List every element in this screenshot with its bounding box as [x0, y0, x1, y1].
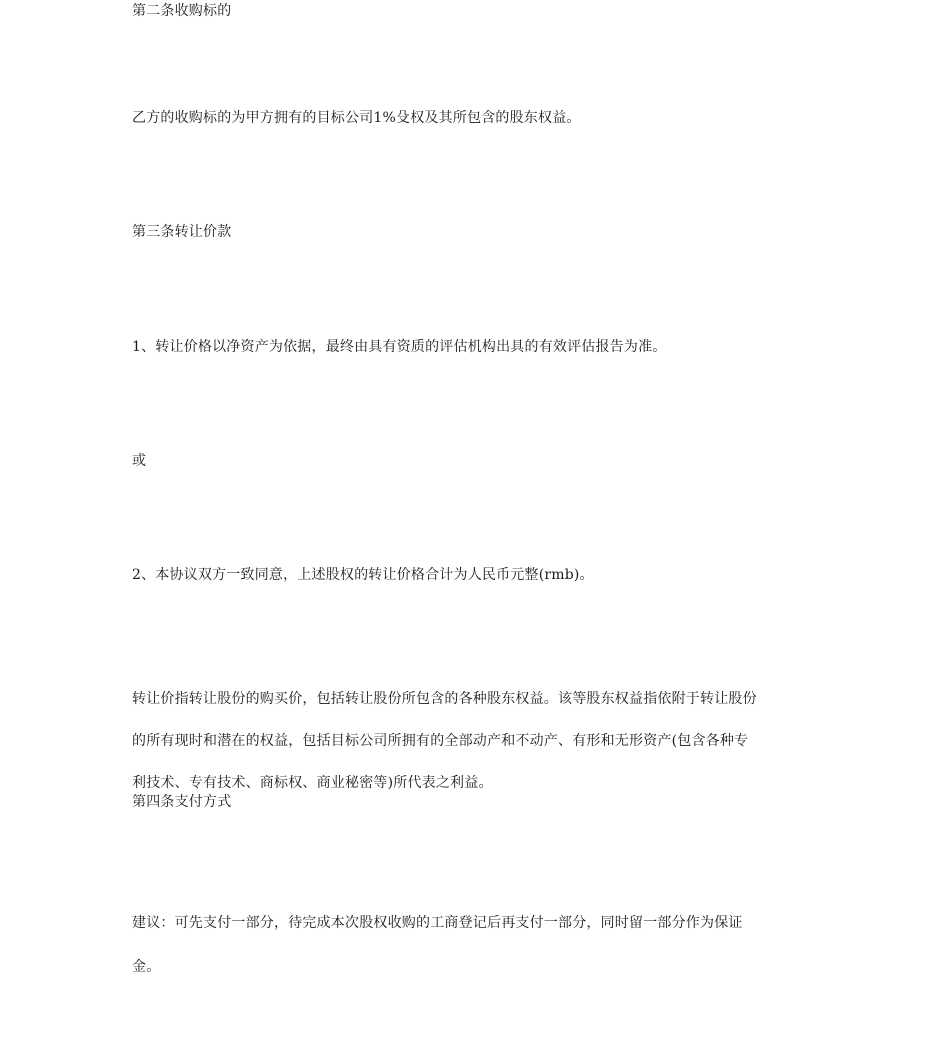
article-3-heading: 第三条转让价款 [132, 224, 232, 240]
article-2-heading: 第二条收购标的 [132, 3, 232, 19]
article-2-text: 乙方的收购标的为甲方拥有的目标公司1%殳权及其所包含的股东权益。 [132, 110, 581, 126]
article-3-definition-paragraph [132, 678, 812, 804]
article-3-item-1: 1、转让价格以净资产为依据，最终由具有资质的评估机构出具的有效评估报告为准。 [132, 339, 667, 355]
article-3-or: 或 [132, 453, 147, 469]
article-4-heading: 第四条支付方式 [132, 794, 232, 810]
paragraph-line: 利技术、专有技术、商标权、商业秘密等)所代表之利益。 [132, 775, 493, 791]
paragraph-line: 转让价指转让股份的购买价，包括转让股份所包含的各种股东权益。该等股东权益指依附于转让股份 [132, 691, 757, 707]
paragraph-line: 建议：可先支付一部分，待完成本次股权收购的工商登记后再支付一部分，同时留一部分作为保证 [132, 915, 743, 931]
paragraph-line: 金。 [132, 959, 161, 975]
article-4-paragraph [132, 901, 812, 989]
article-3-item-2: 2、本协议双方一致同意，上述股权的转让价格合计为人民币元整(rmb)。 [132, 567, 594, 583]
paragraph-line: 的所有现时和潜在的权益，包括目标公司所拥有的全部动产和不动产、有形和无形资产(包含各种专 [132, 733, 749, 749]
